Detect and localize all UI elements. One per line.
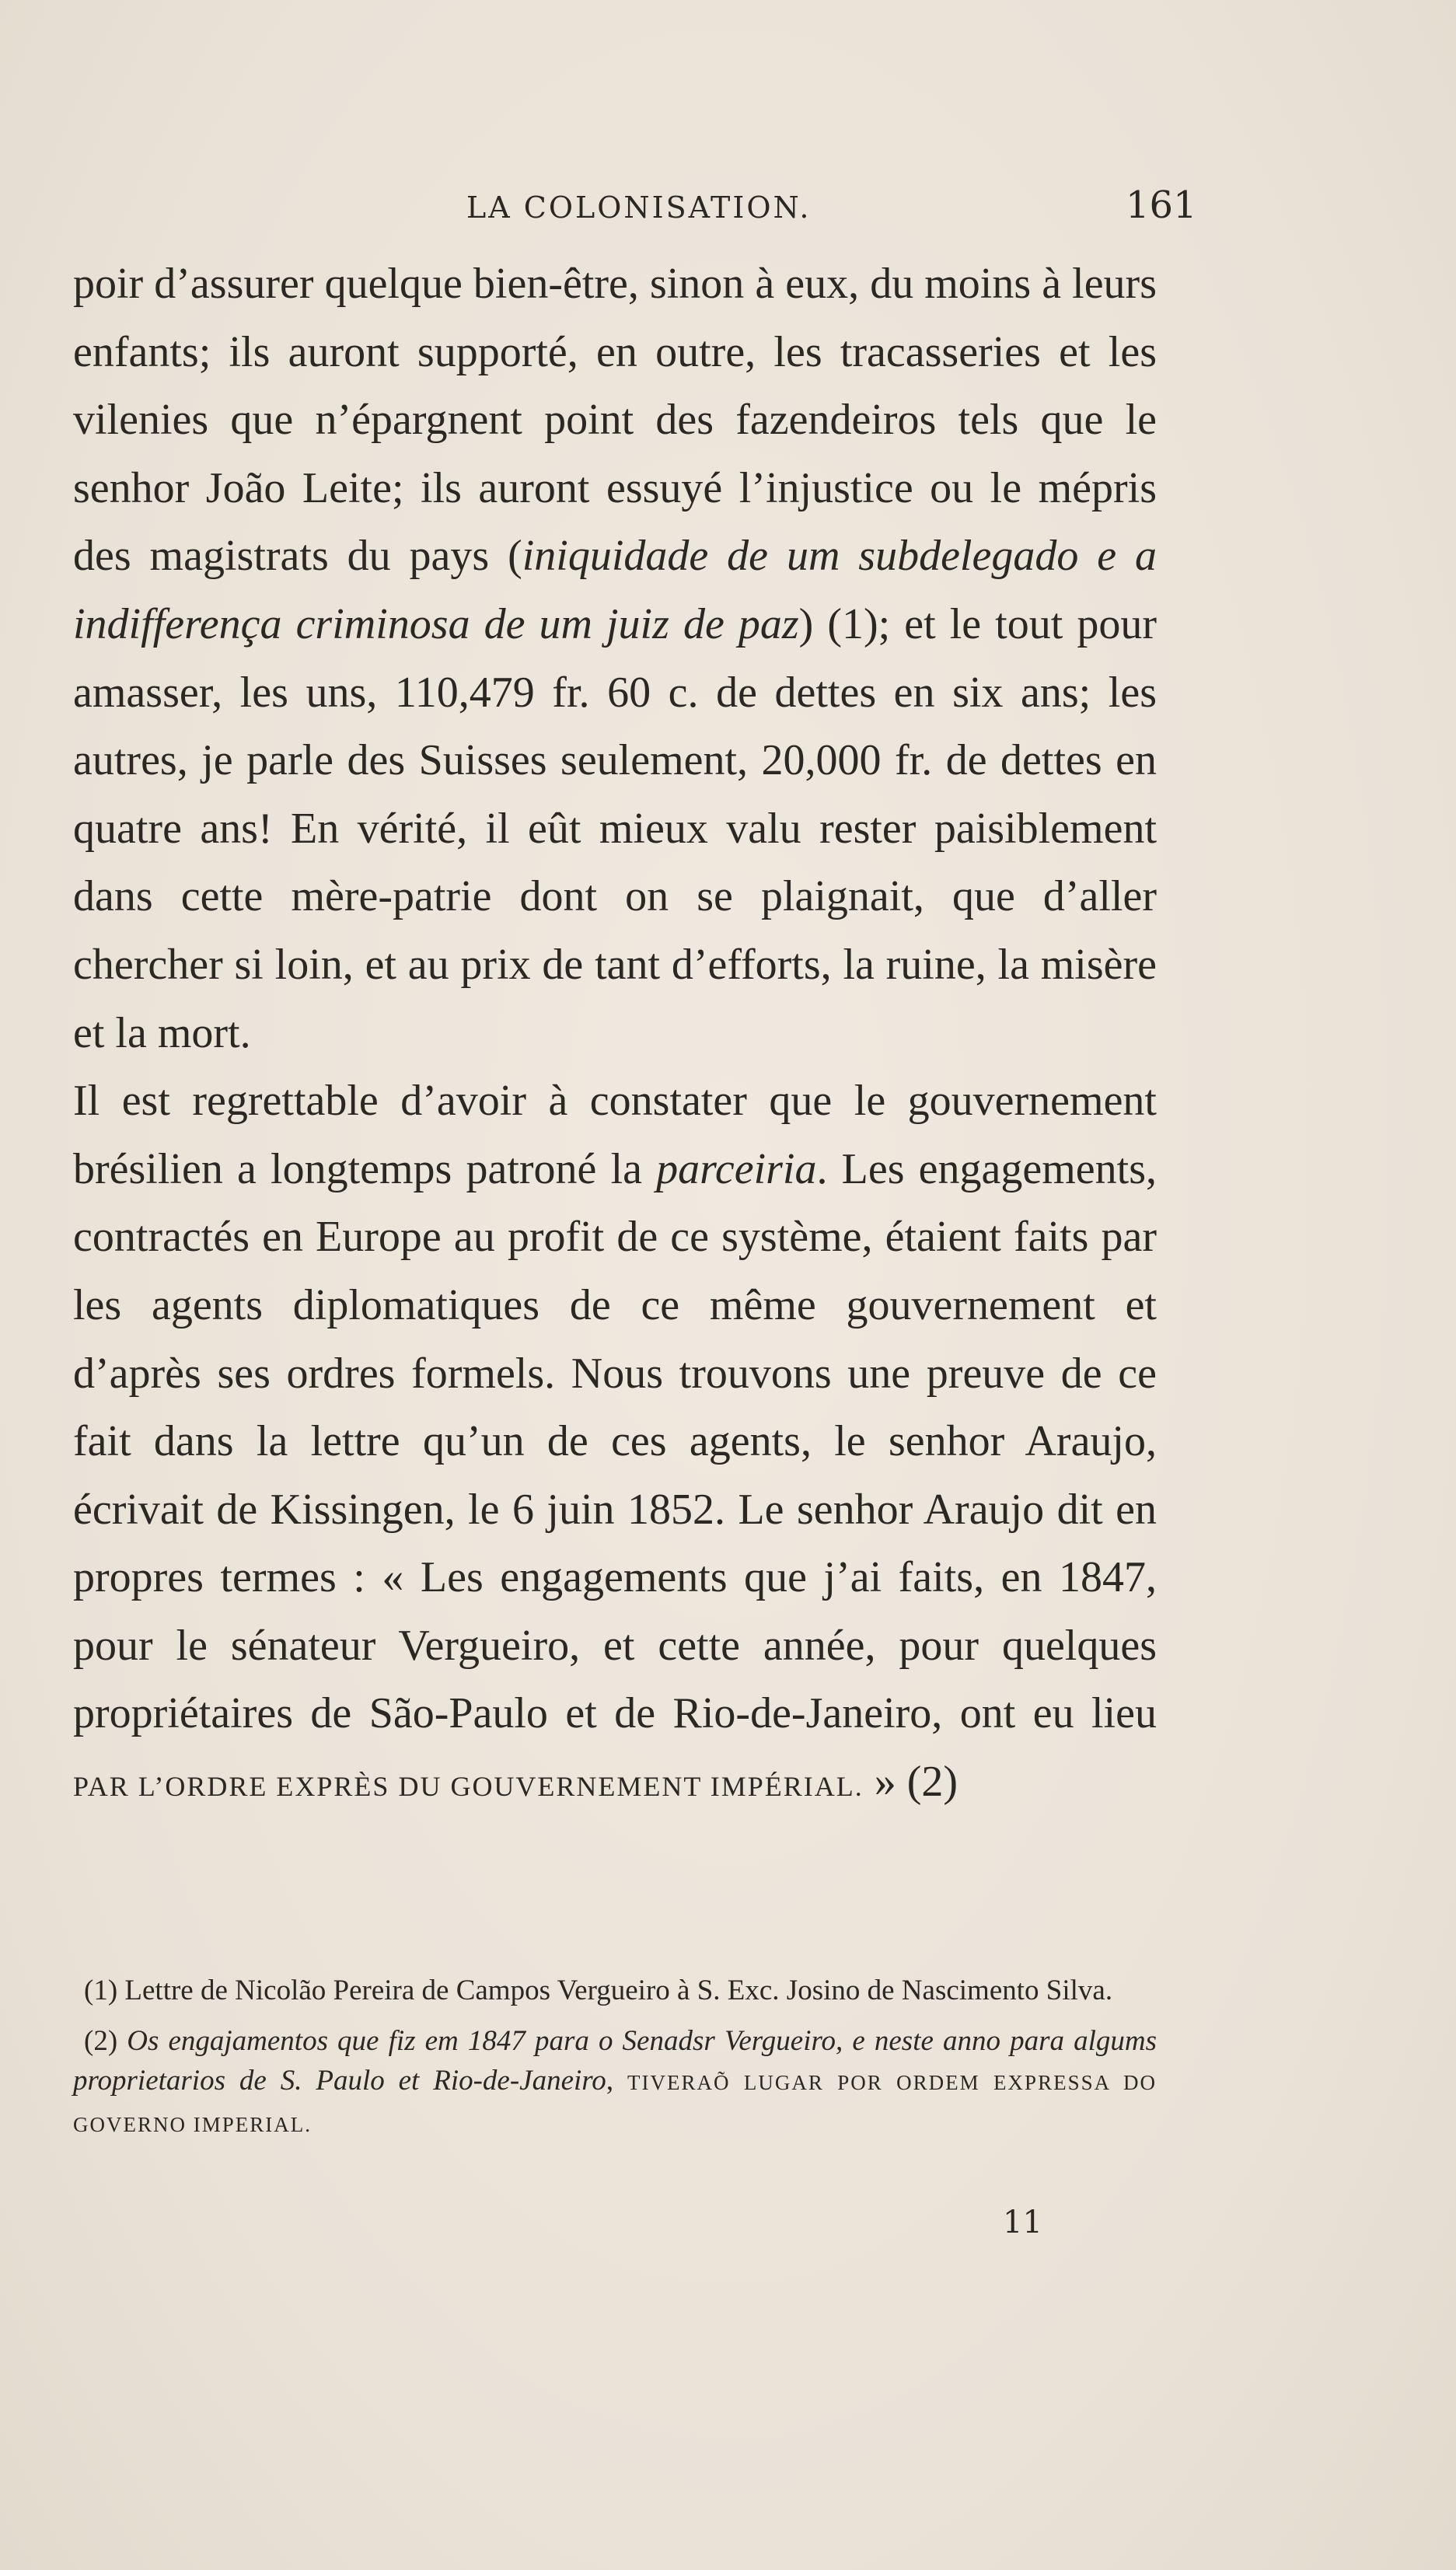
footnote-2-separator: , (606, 2065, 627, 2097)
footnote-2 (73, 2021, 1157, 2145)
paragraph-2-text-end: » (2) (863, 1758, 958, 1807)
paragraph-2-text: Il est regrettable d’avoir à constater que le gouvernement brésilien a longtemps patroné la (73, 1077, 1157, 1193)
paragraph-2-text-middle: . Les engagements, contractés en Europe au profit de ce système, étaient faits par les agents diplomatiques de ce même gouvernement et d’après ses ordres formels. Nous trouvons une preuve de ce fait dans la lettre qu’un de ces agents, le senhor Araujo, écrivait de Kissingen, le 6 juin 1852. Le senhor Araujo dit en propres termes : « Les engagements que j’ai faits, en 1847, pour le sénateur Vergueiro, et cette année, pour quelques propriétaires de São-Paulo et de Rio-de-Janeiro, ont eu lieu (73, 1144, 1157, 1738)
printer-signature-mark: 11 (1003, 2205, 1042, 2240)
footnote-2-italic: Os engajamentos que fiz em 1847 para o Senadsr Vergueiro, e neste anno para algums proprietarios de S. Paulo et Rio-de-Janeiro (73, 2025, 1157, 2097)
footnote-2-number: (2) (84, 2025, 127, 2057)
paragraph-1-text-end: ) (1); et le tout pour amasser, les uns, 110,479 fr. 60 c. de dettes en six ans; les autres, je parle des Suisses seulement, 20,000 fr. de dettes en quatre ans! En vérité, il eût mieux valu rester paisiblement dans cette mère-patrie dont on se plaignait, que d’aller chercher si loin, et au prix de tant d’efforts, la ruine, la misère et la mort. (73, 599, 1157, 1057)
main-text (73, 250, 1157, 1821)
footnotes (73, 1971, 1157, 2156)
running-header: LA COLONISATION. (466, 190, 812, 225)
page-number: 161 (1126, 183, 1197, 227)
paragraph-1-portuguese-quote: iniquidade de um subdelegado e a indifferença criminosa de um juiz de paz (73, 532, 1157, 648)
footnote-1: (1) Lettre de Nicolão Pereira de Campos Vergueiro à S. Exc. Josino de Nascimento Silva. (84, 1975, 1113, 2006)
paragraph-2 (73, 1067, 1157, 1821)
paragraph-2-small-caps: PAR L’ORDRE EXPRÈS DU GOUVERNEMENT IMPÉRIAL. (73, 1771, 864, 1803)
paragraph-1-text: poir d’assurer quelque bien-être, sinon à eux, du moins à leurs enfants; ils auront supporté, en outre, les tracasseries et les vilenies que n’épargnent point des fazendeiros tels que le senhor João Leite; ils auront essuyé l’injustice ou le mépris des magistrats du pays ( (73, 260, 1157, 581)
footnote-2-small-caps: TIVERAÕ LUGAR POR ORDEM EXPRESSA DO GOVERNO IMPERIAL. (73, 2071, 1157, 2136)
paragraph-1 (73, 250, 1157, 1067)
paragraph-2-italic-term: parceiria (656, 1144, 817, 1193)
